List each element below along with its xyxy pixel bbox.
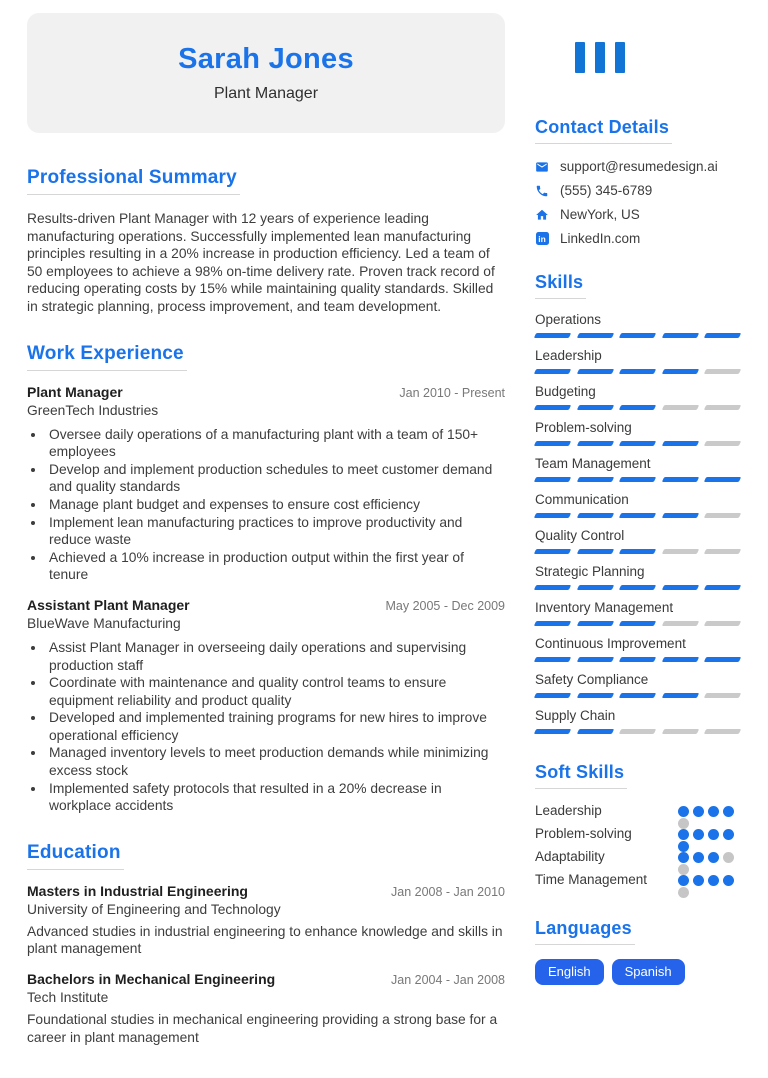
skill-level-bar [535, 693, 740, 698]
skill-bar-segment [619, 369, 656, 374]
degree-title: Bachelors in Mechanical Engineering [27, 971, 276, 988]
summary-text: Results-driven Plant Manager with 12 years of experience leading manufacturing operations. Successfully implemented lean manufacturing principles resulting in a 20% increase in production efficiency. Led a team of 50 employees to achieve a 98% on-time delivery rate. Proven track record of reducing operating costs by 15% while maintaining quality standards. Skilled in strategic planning, process improvement, and team development. [27, 211, 495, 314]
email-icon [535, 160, 549, 174]
section-professional-summary [27, 167, 505, 316]
bullet-item: • Develop and implement production schedules to meet customer demand and quality standards [46, 461, 505, 496]
soft-skill-list [535, 803, 740, 888]
skill-level-bar [535, 369, 740, 374]
soft-skill-dot [693, 806, 704, 817]
skill-bar-segment [704, 657, 741, 662]
section-languages [535, 918, 740, 985]
contact-heading: Contact Details [535, 117, 672, 144]
skill-level-bar [535, 405, 740, 410]
skill-bar-segment [534, 369, 571, 374]
phone-icon [535, 184, 549, 198]
language-list [535, 959, 740, 985]
job-entry [27, 597, 505, 815]
skill-level-bar [535, 513, 740, 518]
skill-level-bar [535, 657, 740, 662]
skill-bar-segment [534, 477, 571, 482]
degree-header [27, 883, 505, 899]
skill-level-bar [535, 441, 740, 446]
home-icon [535, 208, 549, 222]
skill-bar-segment [619, 657, 656, 662]
degree-dates: Jan 2004 - Jan 2008 [391, 973, 505, 988]
skill-bar-segment [704, 369, 741, 374]
skill-bar-segment [704, 585, 741, 590]
soft-skill-dots [678, 829, 740, 841]
soft-skills-heading: Soft Skills [535, 762, 627, 789]
soft-skill-dots [678, 875, 740, 887]
bullet-item: • Manage plant budget and expenses to ensure cost efficiency [46, 496, 505, 514]
bullet-item: • Achieved a 10% increase in production output within the first year of tenure [46, 549, 505, 584]
section-soft-skills [535, 762, 740, 888]
skill-bar-segment [704, 729, 741, 734]
skill-bar-segment [576, 441, 613, 446]
sidebar [535, 13, 740, 1046]
contact-text: (555) 345-6789 [560, 183, 653, 198]
skill-row [535, 384, 740, 410]
skill-row [535, 420, 740, 446]
logo-bar [595, 42, 605, 73]
soft-skill-dot [723, 875, 734, 886]
job-dates: May 2005 - Dec 2009 [385, 598, 505, 613]
skill-bar-segment [619, 333, 656, 338]
skill-bar-segment [662, 621, 699, 626]
skill-bar-segment [662, 585, 699, 590]
skill-bar-segment [662, 693, 699, 698]
skill-level-bar [535, 729, 740, 734]
job-company: GreenTech Industries [27, 402, 159, 418]
skill-bar-segment [619, 549, 656, 554]
skill-bar-segment [534, 621, 571, 626]
contact-list [535, 159, 740, 246]
skill-bar-segment [704, 549, 741, 554]
education-heading: Education [27, 842, 124, 870]
contact-item[interactable] [535, 231, 740, 246]
job-dates: Jan 2010 - Present [399, 385, 505, 400]
languages-heading: Languages [535, 918, 635, 945]
skill-label: Inventory Management [535, 600, 674, 615]
skill-bar-segment [704, 405, 741, 410]
soft-skill-label: Time Management [535, 872, 648, 887]
soft-skill-dots [678, 806, 740, 818]
skill-bar-segment [576, 621, 613, 626]
skill-bar-segment [704, 333, 741, 338]
skill-label: Operations [535, 312, 602, 327]
contact-item[interactable] [535, 159, 740, 174]
soft-skill-dots [678, 852, 740, 864]
linkedin-icon [535, 232, 549, 246]
soft-skill-dot [678, 829, 689, 840]
skill-list [535, 312, 740, 734]
skill-bar-segment [662, 729, 699, 734]
skill-bar-segment [534, 657, 571, 662]
degree-list [27, 883, 505, 1046]
bullet-item: • Developed and implemented training programs for new hires to improve operational efficiency [46, 709, 505, 744]
bullet-item: • Implemented safety protocols that resulted in a 20% decrease in workplace accidents [46, 780, 505, 815]
job-header [27, 384, 505, 400]
skill-bar-segment [662, 513, 699, 518]
skill-level-bar [535, 621, 740, 626]
skill-row [535, 456, 740, 482]
degree-school: University of Engineering and Technology [27, 901, 281, 917]
skill-bar-segment [534, 405, 571, 410]
soft-skill-dot [678, 864, 689, 875]
candidate-title: Plant Manager [213, 85, 319, 102]
skill-row [535, 672, 740, 698]
contact-text: support@resumedesign.ai [560, 159, 718, 174]
job-bullets [27, 639, 505, 815]
experience-heading: Work Experience [27, 343, 187, 371]
skill-bar-segment [576, 369, 613, 374]
skill-bar-segment [576, 513, 613, 518]
skill-level-bar [535, 477, 740, 482]
skill-bar-segment [662, 369, 699, 374]
skill-level-bar [535, 549, 740, 554]
skill-bar-segment [576, 333, 613, 338]
skill-bar-segment [576, 549, 613, 554]
skill-bar-segment [534, 513, 571, 518]
contact-item[interactable] [535, 183, 740, 198]
bullet-item: • Managed inventory levels to meet production demands while minimizing excess stock [46, 744, 505, 779]
bullet-item: • Oversee daily operations of a manufacturing plant with a team of 150+ employees [46, 426, 505, 461]
contact-text: LinkedIn.com [560, 231, 641, 246]
soft-skill-dot [708, 852, 719, 863]
skill-bar-segment [662, 477, 699, 482]
job-bullets [27, 426, 505, 584]
soft-skill-dot [708, 806, 719, 817]
soft-skill-dot [723, 829, 734, 840]
soft-skill-dot [678, 887, 689, 898]
skill-label: Team Management [535, 456, 651, 471]
soft-skill-dot [708, 875, 719, 886]
soft-skill-dot [678, 818, 689, 829]
soft-skill-row [535, 803, 740, 819]
skill-row [535, 564, 740, 590]
header-card [27, 13, 505, 133]
soft-skill-row [535, 849, 740, 865]
skill-row [535, 636, 740, 662]
candidate-name: Sarah Jones [178, 43, 354, 75]
skill-level-bar [535, 333, 740, 338]
skill-label: Budgeting [535, 384, 596, 399]
degree-description: Advanced studies in industrial engineering to enhance knowledge and skills in plant management [27, 923, 503, 957]
degree-dates: Jan 2008 - Jan 2010 [391, 884, 505, 899]
soft-skill-dot [678, 806, 689, 817]
soft-skill-dot [723, 806, 734, 817]
soft-skill-dot [708, 829, 719, 840]
skill-bar-segment [534, 693, 571, 698]
skill-bar-segment [576, 585, 613, 590]
skill-bar-segment [619, 405, 656, 410]
skill-bar-segment [534, 729, 571, 734]
skill-bar-segment [662, 549, 699, 554]
logo-bar [575, 42, 585, 73]
soft-skill-dot [678, 875, 689, 886]
skill-bar-segment [534, 441, 571, 446]
logo-bar [615, 42, 625, 73]
section-education [27, 842, 505, 1046]
skill-bar-segment [662, 333, 699, 338]
skill-bar-segment [704, 621, 741, 626]
skill-bar-segment [662, 405, 699, 410]
soft-skill-row [535, 826, 740, 842]
skill-bar-segment [662, 657, 699, 662]
bullet-item: • Coordinate with maintenance and quality control teams to ensure equipment reliability and product quality [46, 674, 505, 709]
skill-bar-segment [534, 549, 571, 554]
soft-skill-dot [693, 875, 704, 886]
job-company: BlueWave Manufacturing [27, 615, 181, 631]
soft-skill-row [535, 872, 740, 888]
skill-bar-segment [534, 333, 571, 338]
skill-bar-segment [534, 585, 571, 590]
section-skills [535, 272, 740, 734]
skill-label: Safety Compliance [535, 672, 649, 687]
bullet-item: • Implement lean manufacturing practices to improve productivity and reduce waste [46, 514, 505, 549]
skill-bar-segment [704, 693, 741, 698]
contact-text: NewYork, US [560, 207, 640, 222]
logo [575, 42, 740, 73]
job-title: Plant Manager [27, 383, 123, 400]
degree-header [27, 971, 505, 987]
bullet-item: • Assist Plant Manager in overseeing daily operations and supervising production staff [46, 639, 505, 674]
skill-bar-segment [704, 513, 741, 518]
degree-entry [27, 883, 505, 958]
contact-item[interactable] [535, 207, 740, 222]
skill-bar-segment [576, 693, 613, 698]
skill-label: Strategic Planning [535, 564, 645, 579]
skill-row [535, 348, 740, 374]
skill-label: Communication [535, 492, 629, 507]
summary-heading: Professional Summary [27, 167, 240, 195]
skill-bar-segment [619, 729, 656, 734]
soft-skill-dot [693, 852, 704, 863]
skill-label: Problem-solving [535, 420, 632, 435]
skill-row [535, 708, 740, 734]
skills-heading: Skills [535, 272, 586, 299]
degree-school: Tech Institute [27, 990, 109, 1006]
skill-row [535, 528, 740, 554]
skill-row [535, 492, 740, 518]
section-contact-details [535, 117, 740, 246]
language-pill[interactable]: English [535, 959, 604, 985]
skill-label: Leadership [535, 348, 602, 363]
skill-bar-segment [619, 621, 656, 626]
soft-skill-dot [723, 852, 734, 863]
soft-skill-dot [693, 829, 704, 840]
linkedin-icon: in [536, 232, 549, 245]
soft-skill-dot [678, 841, 689, 852]
skill-bar-segment [619, 441, 656, 446]
skill-bar-segment [704, 477, 741, 482]
skill-label: Continuous Improvement [535, 636, 686, 651]
skill-bar-segment [576, 477, 613, 482]
skill-bar-segment [619, 477, 656, 482]
skill-bar-segment [619, 513, 656, 518]
main-column [27, 13, 505, 1046]
soft-skill-label: Leadership [535, 803, 602, 818]
degree-entry [27, 971, 505, 1046]
skill-bar-segment [662, 441, 699, 446]
skill-level-bar [535, 585, 740, 590]
language-pill[interactable]: Spanish [612, 959, 685, 985]
job-list [27, 384, 505, 815]
skill-bar-segment [619, 693, 656, 698]
section-work-experience [27, 343, 505, 815]
job-title: Assistant Plant Manager [27, 596, 190, 613]
soft-skill-label: Adaptability [535, 849, 605, 864]
degree-description: Foundational studies in mechanical engineering providing a strong base for a career in plant management [27, 1012, 498, 1045]
skill-row [535, 312, 740, 338]
soft-skill-dot [678, 852, 689, 863]
job-header [27, 597, 505, 613]
skill-row [535, 600, 740, 626]
skill-bar-segment [619, 585, 656, 590]
degree-title: Masters in Industrial Engineering [27, 882, 248, 899]
skill-label: Supply Chain [535, 708, 616, 723]
skill-bar-segment [576, 657, 613, 662]
skill-bar-segment [704, 441, 741, 446]
skill-label: Quality Control [535, 528, 625, 543]
soft-skill-label: Problem-solving [535, 826, 632, 841]
skill-bar-segment [576, 729, 613, 734]
job-entry [27, 384, 505, 584]
skill-bar-segment [576, 405, 613, 410]
